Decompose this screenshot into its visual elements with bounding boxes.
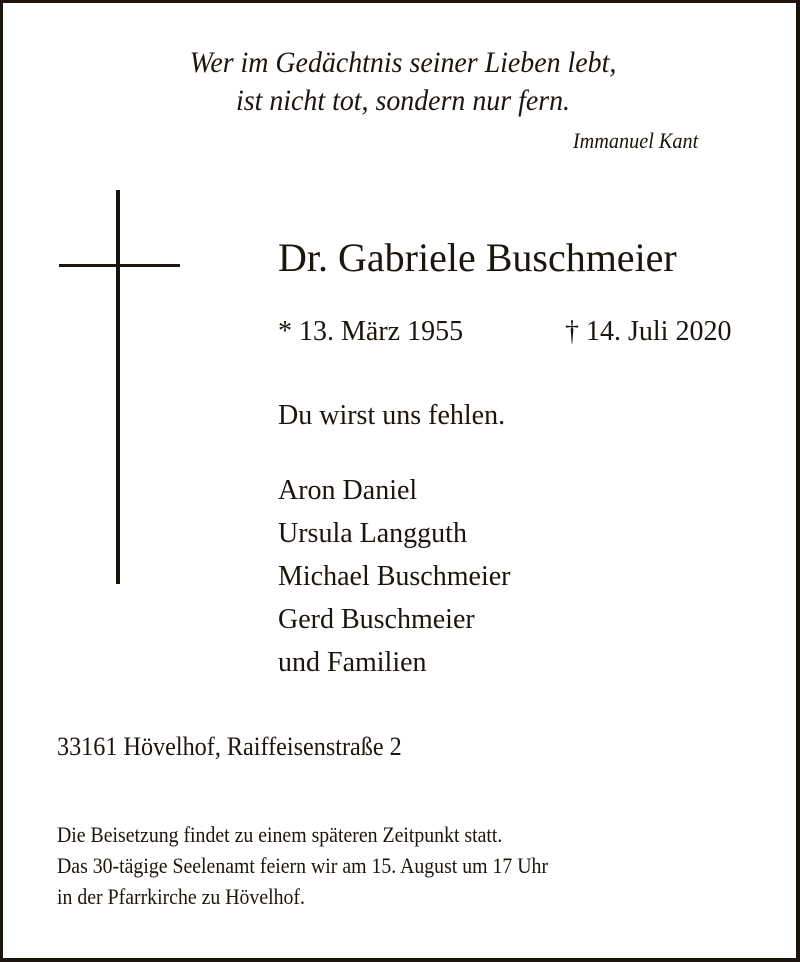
farewell-message: Du wirst uns fehlen. [278, 400, 506, 431]
deceased-name: Dr. Gabriele Buschmeier [278, 235, 677, 280]
quote-author: Immanuel Kant [572, 128, 698, 153]
death-date: † 14. Juli 2020 [565, 316, 732, 347]
notice-line: in der Pfarrkirche zu Hövelhof. [57, 884, 305, 909]
address: 33161 Hövelhof, Raiffeisenstraße 2 [57, 732, 402, 761]
quote-line-1: Wer im Gedächtnis seiner Lieben lebt, [189, 46, 617, 79]
notice-line: Die Beisetzung findet zu einem späteren Zeitpunkt statt. [57, 822, 503, 847]
mourners-list [278, 469, 510, 684]
cross-horizontal-bar [59, 264, 180, 267]
mourner-name: Gerd Buschmeier [278, 604, 475, 635]
mourner-name: Aron Daniel [278, 475, 418, 506]
birth-date: * 13. März 1955 [278, 316, 464, 347]
mourner-name: Michael Buschmeier [278, 561, 511, 592]
funeral-notice [57, 819, 548, 912]
quote-line-2: ist nicht tot, sondern nur fern. [235, 84, 571, 117]
mourner-name: Ursula Langguth [278, 518, 467, 549]
mourner-name: und Familien [278, 647, 427, 678]
cross-vertical-bar [116, 190, 120, 584]
notice-line: Das 30-tägige Seelenamt feiern wir am 15. August um 17 Uhr [57, 853, 549, 878]
